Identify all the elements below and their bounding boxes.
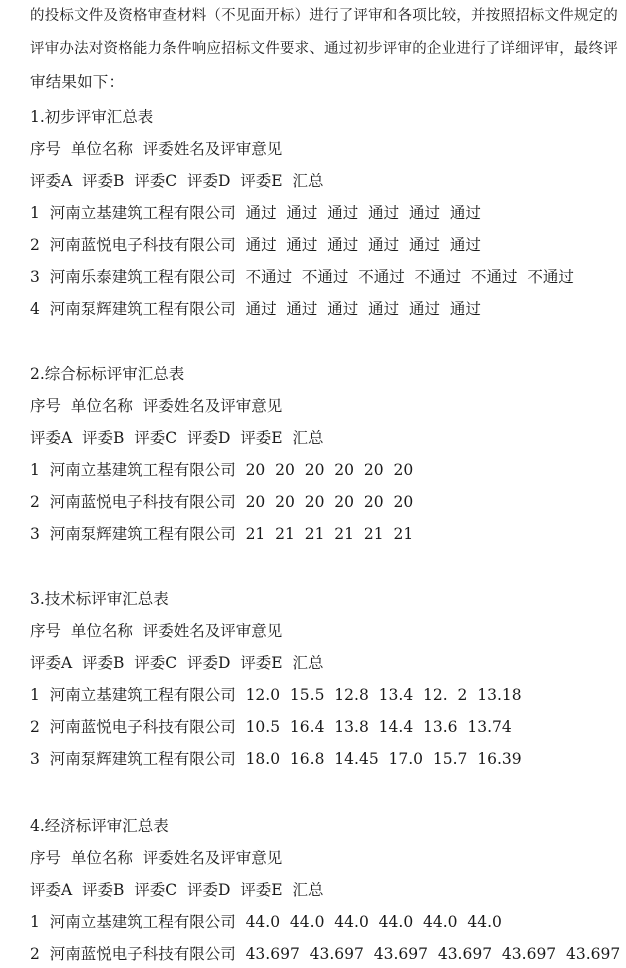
judges-header: 评委A 评委B 评委C 评委D 评委E 汇总 [30,429,324,447]
table-row: 2 河南蓝悦电子科技有限公司 10.5 16.4 13.8 14.4 13.6 13.74 [30,718,512,736]
section-title: 3.技术标评审汇总表 [30,590,169,608]
table-row: 4 河南泵辉建筑工程有限公司 通过 通过 通过 通过 通过 通过 [30,300,481,318]
table-row: 1 河南立基建筑工程有限公司 20 20 20 20 20 20 [30,461,414,479]
section-title: 1.初步评审汇总表 [30,108,154,126]
table-row: 1 河南立基建筑工程有限公司 44.0 44.0 44.0 44.0 44.0 44.0 [30,913,502,931]
judges-header: 评委A 评委B 评委C 评委D 评委E 汇总 [30,654,324,672]
intro-line: 的投标文件及资格审查材料（不见面开标）进行了评审和各项比较，并按照招标文件规定的 [30,8,618,24]
table-row: 1 河南立基建筑工程有限公司 12.0 15.5 12.8 13.4 12. 2 13.18 [30,686,522,704]
table-header: 序号 单位名称 评委姓名及评审意见 [30,849,283,867]
section-title: 4.经济标评审汇总表 [30,817,169,835]
table-header: 序号 单位名称 评委姓名及评审意见 [30,397,283,415]
judges-header: 评委A 评委B 评委C 评委D 评委E 汇总 [30,881,324,899]
table-row: 3 河南乐泰建筑工程有限公司 不通过 不通过 不通过 不通过 不通过 不通过 [30,268,574,286]
intro-paragraph [30,0,620,99]
table-row: 3 河南泵辉建筑工程有限公司 21 21 21 21 21 21 [30,525,414,543]
section-title: 2.综合标标评审汇总表 [30,365,185,383]
judges-header: 评委A 评委B 评委C 评委D 评委E 汇总 [30,172,324,190]
table-header: 序号 单位名称 评委姓名及评审意见 [30,140,283,158]
intro-line: 审结果如下： [30,73,125,91]
intro-line: 评审办法对资格能力条件响应招标文件要求、通过初步评审的企业进行了详细评审，最终评 [30,41,618,57]
table-header: 序号 单位名称 评委姓名及评审意见 [30,622,283,640]
table-row: 1 河南立基建筑工程有限公司 通过 通过 通过 通过 通过 通过 [30,204,481,222]
table-row: 2 河南蓝悦电子科技有限公司 43.697 43.697 43.697 43.697 43.697 43.697 [30,945,621,963]
table-row: 2 河南蓝悦电子科技有限公司 20 20 20 20 20 20 [30,493,414,511]
table-row: 2 河南蓝悦电子科技有限公司 通过 通过 通过 通过 通过 通过 [30,236,481,254]
table-row: 3 河南泵辉建筑工程有限公司 18.0 16.8 14.45 17.0 15.7 16.39 [30,750,522,768]
